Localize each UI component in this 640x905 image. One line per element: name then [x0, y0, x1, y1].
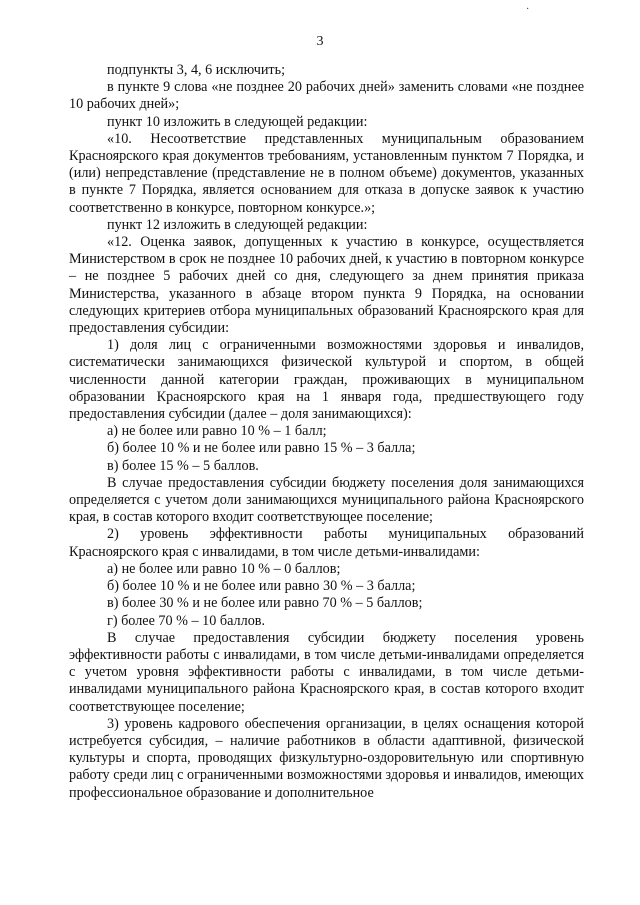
- list-item: г) более 70 % – 10 баллов.: [107, 612, 266, 629]
- paragraph: подпункты 3, 4, 6 исключить;: [107, 62, 286, 78]
- corner-mark: ·: [526, 4, 530, 15]
- paragraph: «10. Несоответствие представленных муниципальным образованием Красноярского края документов требованиям, установленным пунктом 7 Порядка, и (или) непредставление (представление не в полном объеме) документов, указанных в пункте 7 Порядка, является основанием для отказа в допуске заявок к участию соответственно в конкурсе, повторном конкурсе.»;: [69, 130, 584, 216]
- paragraph: «12. Оценка заявок, допущенных к участию в конкурсе, осуществляется Министерством в срок не позднее 10 рабочих дней, к участию в повторном конкурсе – не позднее 5 рабочих дней со дня, следующего за днем принятия приказа Министерства, указанного в абзаце втором пункта 9 Порядка, на основании следующих критериев отбора муниципальных образований Красноярского края для предоставления субсидии:: [69, 234, 584, 337]
- paragraph: 1) доля лиц с ограниченными возможностями здоровья и инвалидов, систематически занимающихся физической культурой и спортом, в общей численности данной категории граждан, проживающих в муниципальном образовании Красноярского края на 1 января года, предшествующего году предоставления субсидии (далее – доля занимающихся):: [69, 337, 584, 423]
- list-item: а) не более или равно 10 % – 0 баллов;: [107, 560, 341, 577]
- paragraph: 2) уровень эффективности работы муниципальных образований Красноярского края с инвалидами, в том числе детьми-инвалидами:: [69, 526, 584, 560]
- list-item: в) более 30 % и не более или равно 70 % – 5 баллов;: [107, 595, 423, 612]
- document-body: [69, 62, 584, 802]
- paragraph: 3) уровень кадрового обеспечения организации, в целях оснащения которой истребуется субсидия, – наличие работников в области адаптивной, физической культуры и спорта, проводящих физкультурно-оздоровительную или спортивную работу среди лиц с ограниченными возможностями здоровья и инвалидов, имеющих профессиональное образование и дополнительное: [69, 715, 584, 801]
- paragraph: пункт 12 изложить в следующей редакции:: [107, 216, 368, 233]
- page-number: 3: [316, 34, 324, 49]
- list-item: в) более 15 % – 5 баллов.: [107, 457, 259, 474]
- paragraph: В случае предоставления субсидии бюджету поселения доля занимающихся определяется с учетом доли занимающихся муниципального района Красноярского края, в состав которого входит соответствующее поселение;: [69, 474, 584, 526]
- list-item: б) более 10 % и не более или равно 30 % – 3 балла;: [107, 578, 416, 595]
- list-item: б) более 10 % и не более или равно 15 % – 3 балла;: [107, 440, 416, 457]
- paragraph: в пункте 9 слова «не позднее 20 рабочих дней» заменить словами «не позднее 10 рабочих дней»;: [69, 79, 584, 113]
- list-item: а) не более или равно 10 % – 1 балл;: [107, 423, 327, 440]
- paragraph: В случае предоставления субсидии бюджету поселения уровень эффективности работы с инвалидами, в том числе детьми-инвалидами определяется с учетом уровня эффективности работы с инвалидами, в том числе детьми-инвалидами муниципального района Красноярского края, в состав которого входит соответствующее поселение;: [69, 629, 584, 715]
- paragraph: пункт 10 изложить в следующей редакции:: [107, 113, 368, 130]
